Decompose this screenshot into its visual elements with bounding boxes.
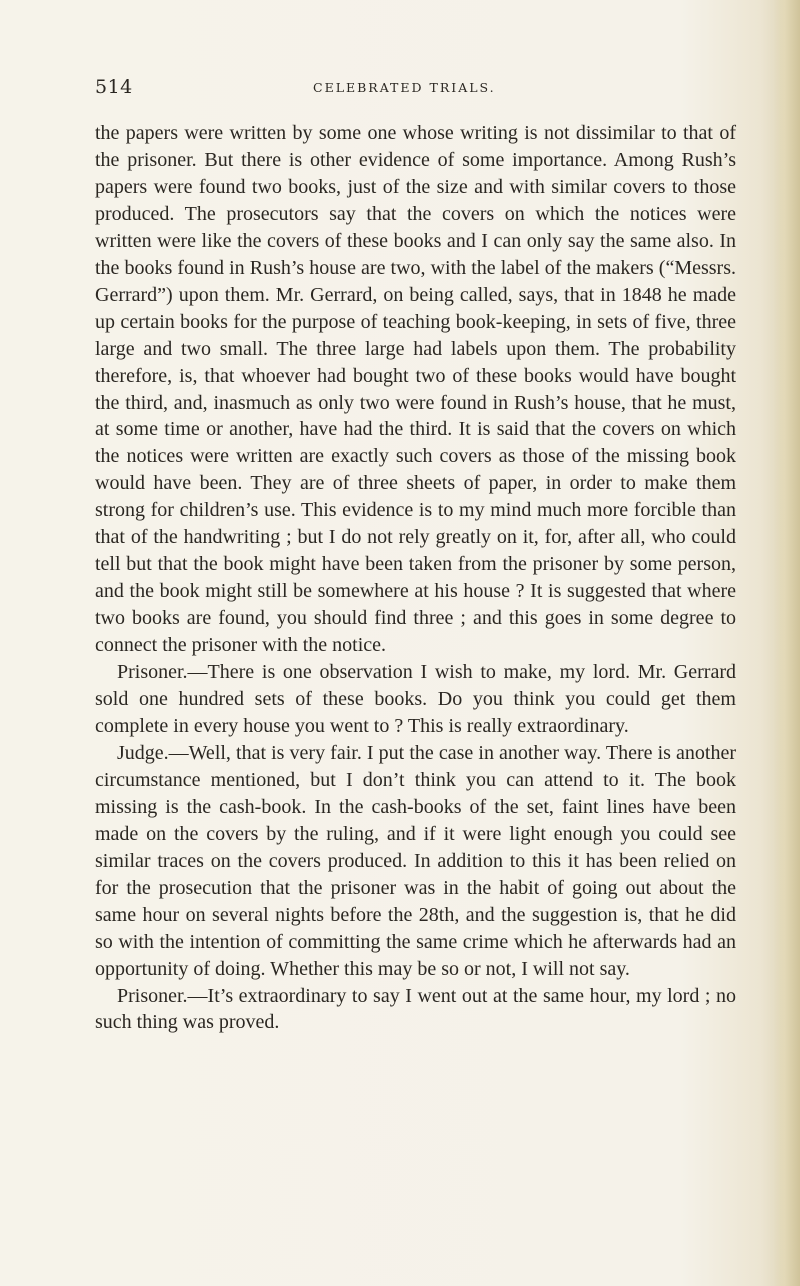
paragraph-judge-reply: Judge.—Well, that is very fair. I put the case in another way. There is another circumstance mentioned, but I don’t think you can attend to it. The book missing is the cash-book. In the cash-books of the set, faint lines have been made on the covers by the ruling, and if it were light enough you could see similar traces on the covers produced. In addition to this it has been relied on for the prosecution that the prisoner was in the habit of going out about the same hour on several nights before the 28th, and the suggestion is, that he did so with the intention of committing the same crime which he afterwards had an opportunity of doing. Whether this may be so or not, I will not say. [95, 741, 736, 980]
page-header [95, 76, 735, 100]
running-head: CELEBRATED TRIALS. [313, 80, 496, 95]
page-number: 514 [95, 76, 133, 98]
paragraph-prisoner-objection: Prisoner.—There is one observation I wish to make, my lord. Mr. Gerrard sold one hundred sets of these books. Do you think you could get them complete in every house you went to ? This is really extraordinary. [95, 661, 736, 737]
body-text [95, 120, 736, 1036]
page-edge-shadow [774, 0, 800, 1286]
paragraph-prisoner-response: Prisoner.—It’s extraordinary to say I went out at the same hour, my lord ; no such thing was proved. [95, 984, 736, 1034]
paragraph-judge-summation: the papers were written by some one whose writing is not dissimilar to that of the prisoner. But there is other evidence of some importance. Among Rush’s papers were found two books, just of the size and with similar covers to those produced. The prosecutors say that the covers on which the notices were written were like the covers of these books and I can only say the same also. In the books found in Rush’s house are two, with the label of the makers (“Messrs. Gerrard”) upon them. Mr. Gerrard, on being called, says, that in 1848 he made up certain books for the purpose of teaching book-keeping, in sets of five, three large and two small. The three large had labels upon them. The probability therefore, is, that whoever had bought two of these books would have bought the third, and, inasmuch as only two were found in Rush’s house, that he must, at some time or another, have had the third. It is said that the covers on which the notices were written are exactly such covers as those of the missing book would have been. They are of three sheets of paper, in order to make them strong for children’s use. This evidence is to my mind much more forcible than that of the handwriting ; but I do not rely greatly on it, for, after all, who could tell but that the book might have been taken from the prisoner by some person, and the book might still be somewhere at his house ? It is suggested that where two books are found, you should find three ; and this goes in some degree to connect the prisoner with the notice. [95, 122, 736, 657]
